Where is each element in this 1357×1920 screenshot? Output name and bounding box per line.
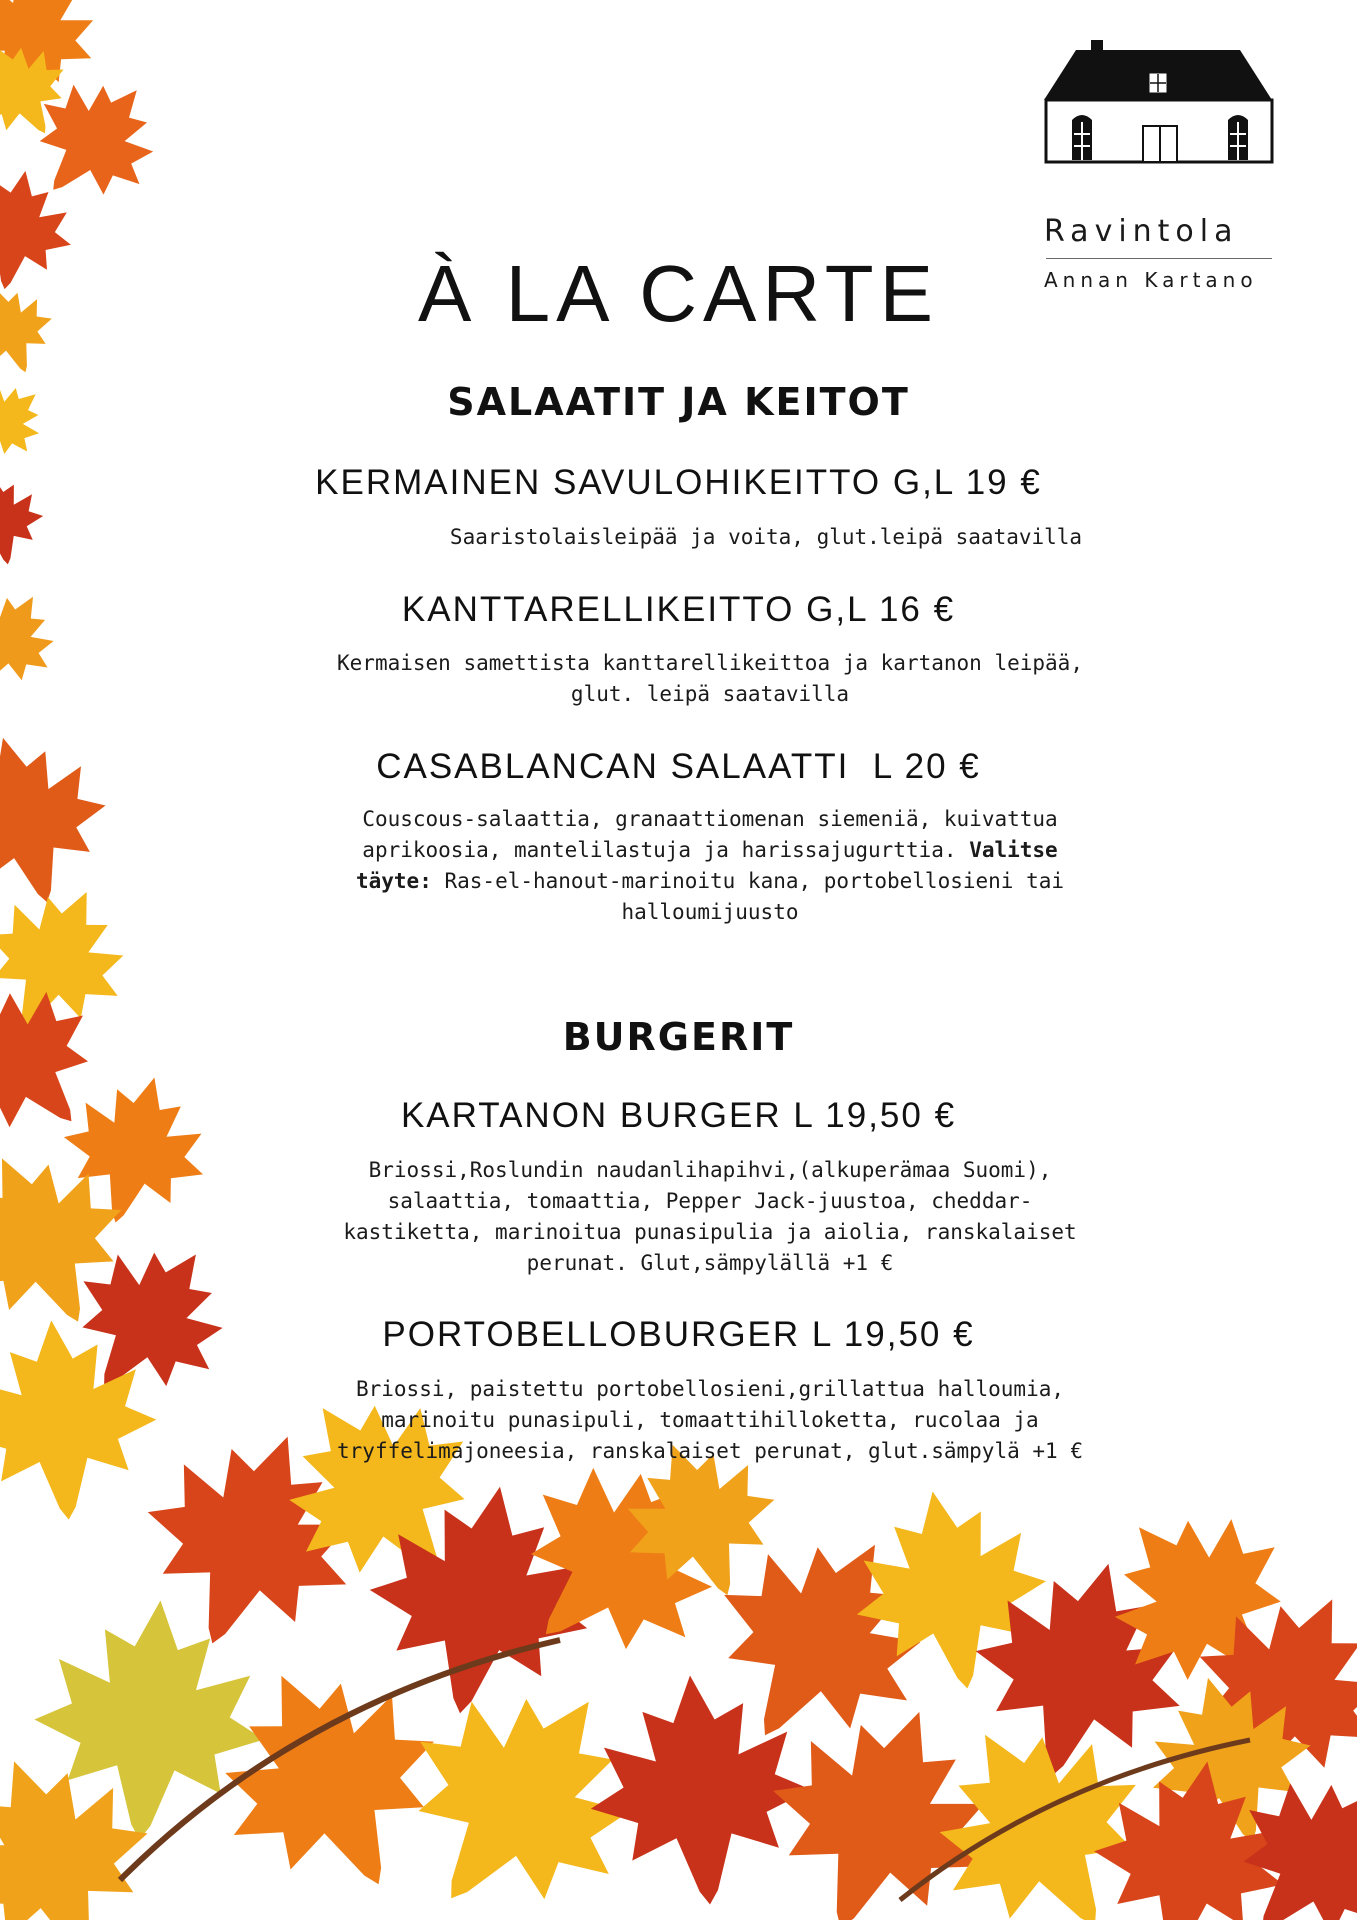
section-heading-burgers: BURGERIT xyxy=(562,1015,795,1059)
restaurant-name: Ravintola xyxy=(1044,214,1239,249)
section-heading-salads-soups: SALAATIT JA KEITOT xyxy=(447,380,910,424)
item-description: Kermaisen samettista kanttarellikeittoa ja kartanon leipää, glut. leipä saatavilla xyxy=(337,651,1083,706)
item-description: Briossi, paistettu portobellosieni,grillattua halloumia, marinoitu punasipuli, tomaattihilloketta, rucolaa ja tryffelimajoneesia, ranskalaiset perunat, glut.sämpylä +1 € xyxy=(337,1377,1083,1463)
item-name: KARTANON BURGER L 19,50 € xyxy=(400,1096,957,1135)
item-name: CASABLANCAN SALAATTI L 20 € xyxy=(376,747,981,786)
item-name: KANTTARELLIKEITTO G,L 16 € xyxy=(401,590,956,629)
item-name: PORTOBELLOBURGER L 19,50 € xyxy=(382,1315,975,1354)
description-text: Couscous-salaattia, granaattiomenan siemeniä, kuivattua aprikoosia, mantelilastuja ja harissajugurttia. xyxy=(362,807,1058,862)
description-emphasis: Valitse täyte: xyxy=(355,838,1058,893)
restaurant-logo xyxy=(1040,36,1280,292)
item-description: Briossi,Roslundin naudanlihapihvi,(alkuperämaa Suomi), salaattia, tomaattia, Pepper Jack-juustoa, cheddar-kastiketta, marinoitua punasipulia ja aiolia, ranskalaiset perunat. Glut,sämpylällä +1 € xyxy=(343,1158,1077,1275)
restaurant-subtitle: Annan Kartano xyxy=(1044,268,1258,292)
menu-title: À LA CARTE xyxy=(418,249,939,338)
item-description: Saaristolaisleipää ja voita, glut.leipä saatavilla xyxy=(449,525,1083,549)
house-icon xyxy=(1040,36,1280,168)
item-name: KERMAINEN SAVULOHIKEITTO G,L 19 € xyxy=(315,463,1042,502)
description-text: Ras-el-hanout-marinoitu kana, portobellosieni tai halloumijuusto xyxy=(444,869,1065,924)
item-description xyxy=(330,804,1090,928)
